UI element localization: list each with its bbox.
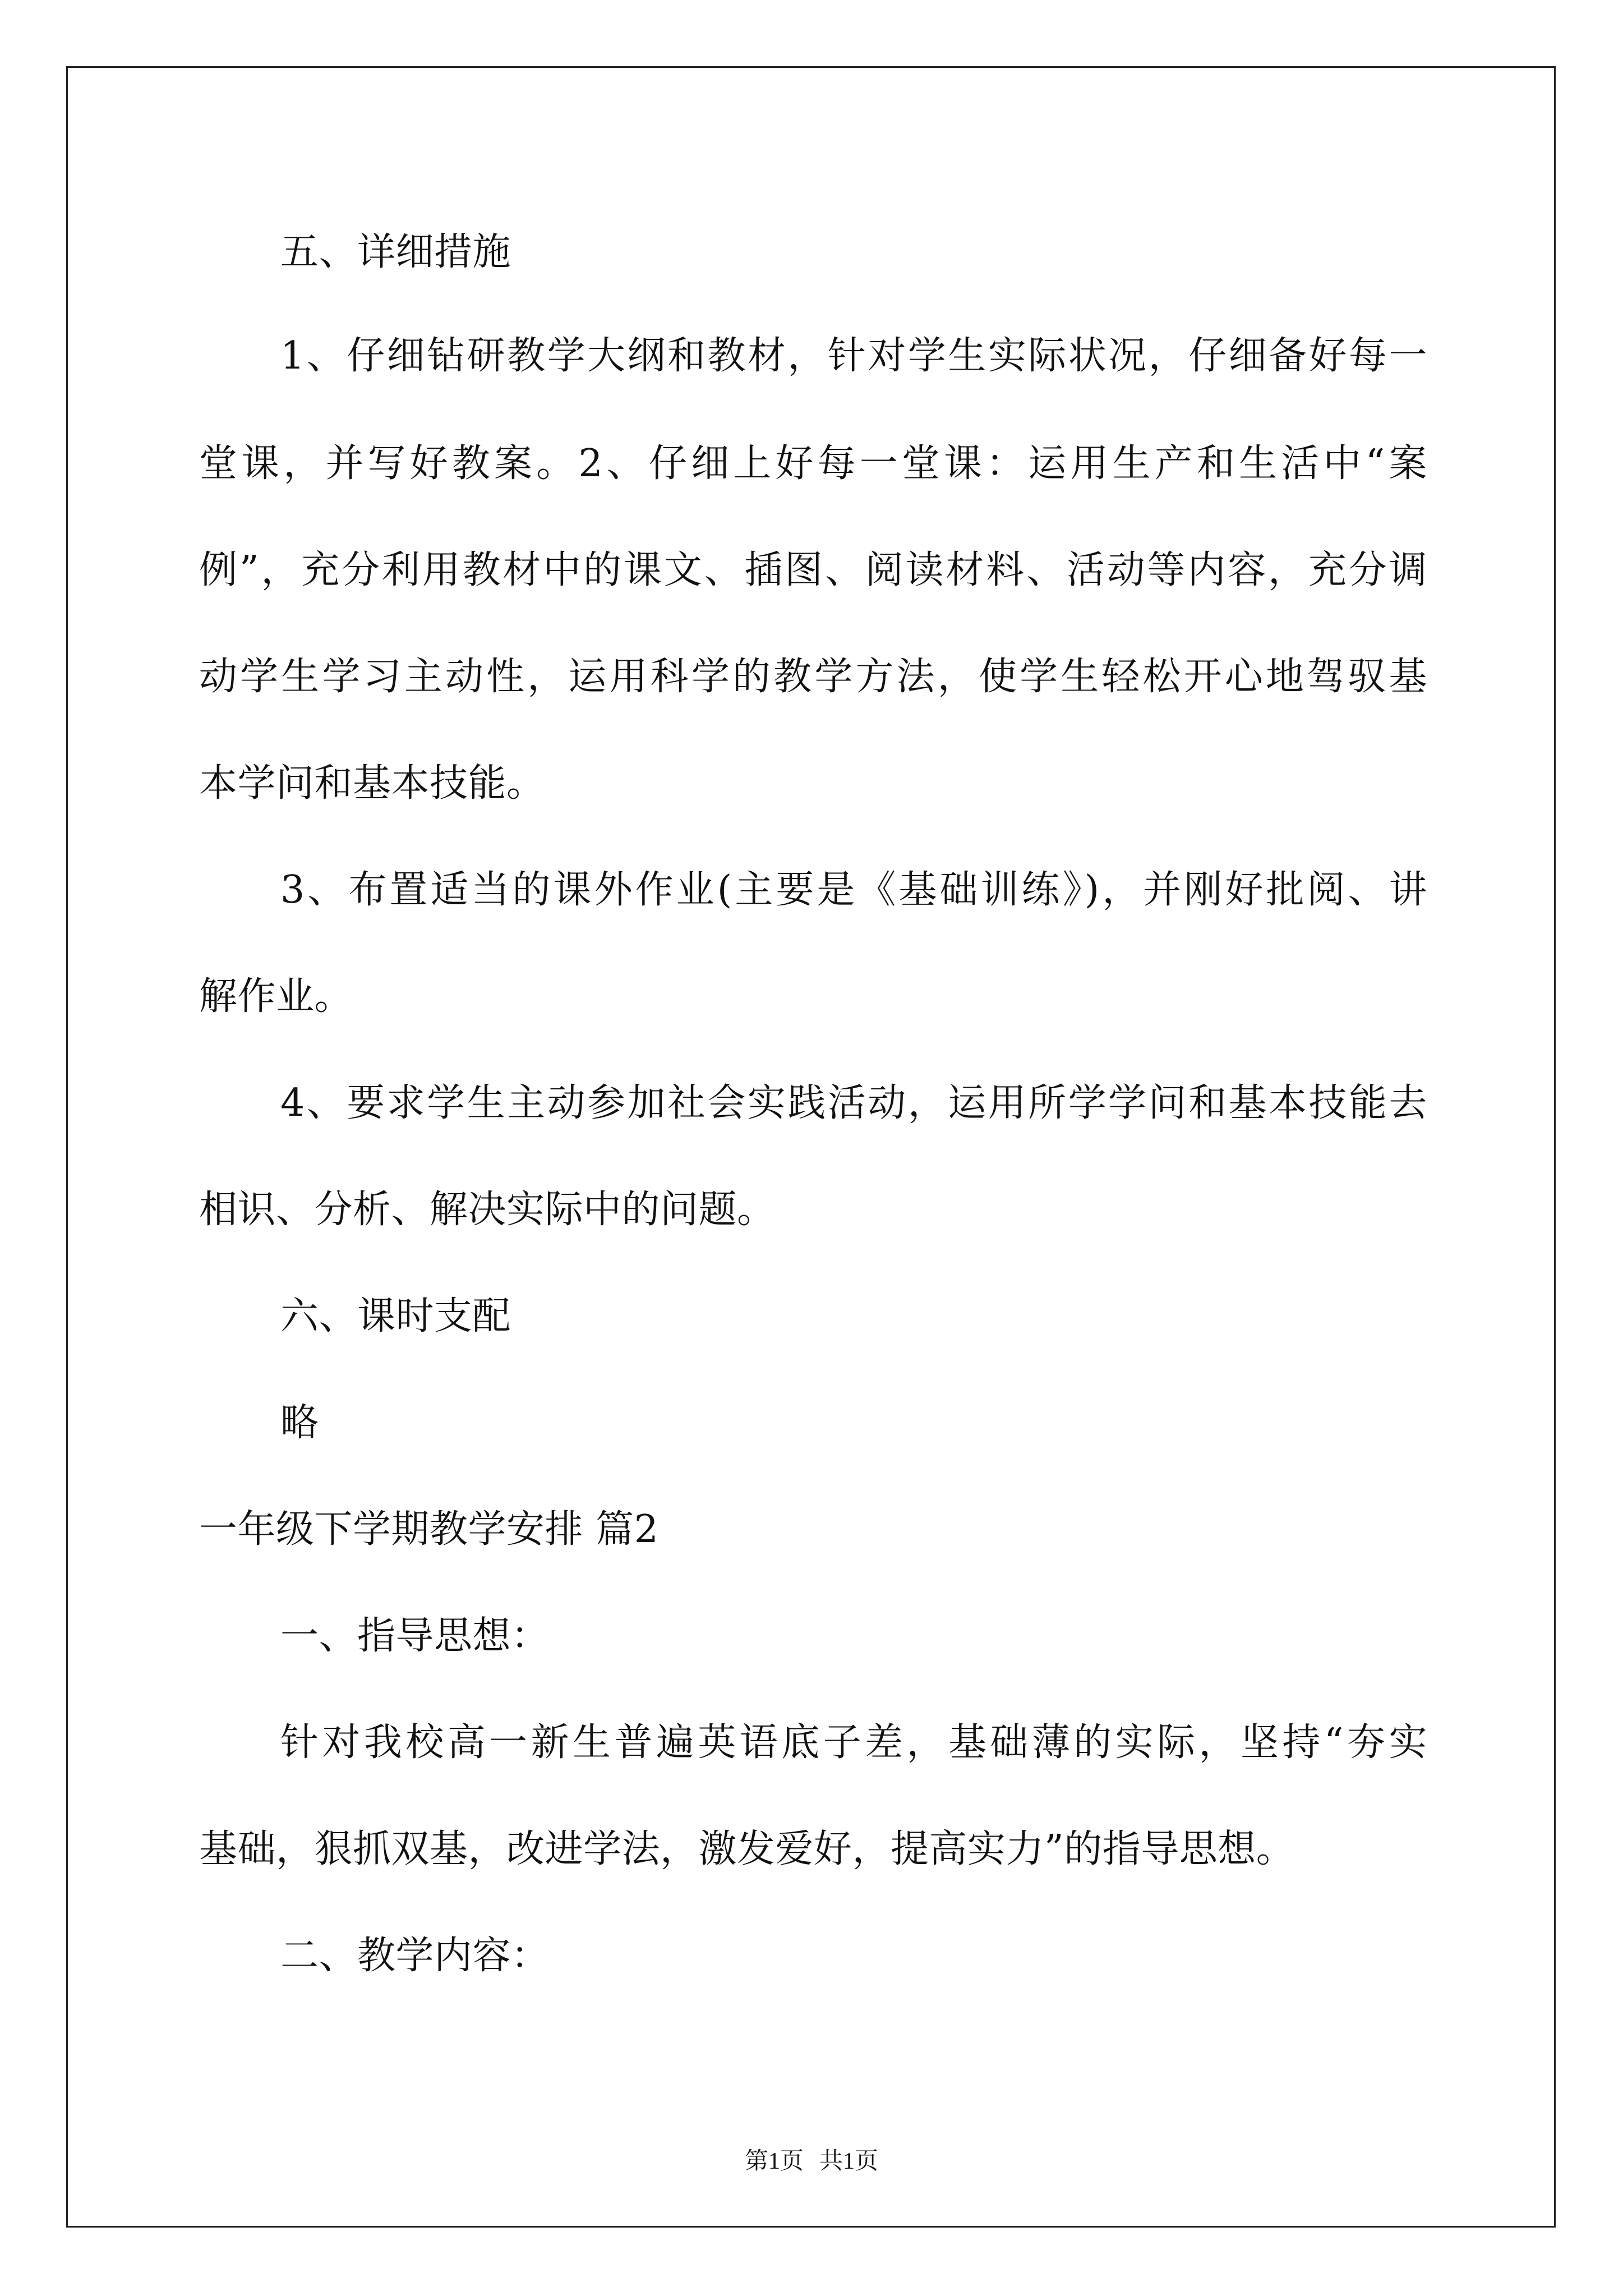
paragraph-line: 相识、分析、解决实际中的问题。 xyxy=(199,1188,776,1232)
section-heading-schedule: 六、课时支配 xyxy=(280,1294,511,1338)
paragraph-line: 针对我校高一新生普遍英语底子差，基础薄的实际，坚持“夯实 xyxy=(280,1720,1427,1765)
paragraph-line: 1、仔细钻研教学大纲和教材，针对学生实际状况，仔细备好每一 xyxy=(280,334,1427,378)
section-heading-guiding-thought: 一、指导思想： xyxy=(280,1614,550,1658)
page-footer xyxy=(0,2146,1623,2177)
paragraph-line: 3、布置适当的课外作业(主要是《基础训练》)，并刚好批阅、讲 xyxy=(280,868,1427,912)
paragraph-line: 略 xyxy=(280,1401,319,1445)
paragraph-line: 4、要求学生主动参加社会实践活动，运用所学学问和基本技能去 xyxy=(280,1081,1427,1125)
paragraph-line: 动学生学习主动性，运用科学的教学方法，使学生轻松开心地驾驭基 xyxy=(199,655,1427,699)
section-heading-teaching-content: 二、教学内容： xyxy=(280,1934,550,1978)
document-title-part-2: 一年级下学期教学安排 篇2 xyxy=(199,1507,659,1552)
section-heading-measures: 五、详细措施 xyxy=(280,230,511,274)
paragraph-line: 基础，狠抓双基，改进学法，激发爱好，提高实力”的指导思想。 xyxy=(199,1827,1295,1871)
paragraph-line: 本学问和基本技能。 xyxy=(199,761,545,806)
paragraph-line: 堂课，并写好教案。2、仔细上好每一堂课：运用生产和生活中“案 xyxy=(199,441,1427,486)
paragraph-line: 例”，充分利用教材中的课文、插图、阅读材料、活动等内容，充分调 xyxy=(199,548,1427,592)
page-number-current: 第1页 xyxy=(744,2148,804,2174)
paragraph-line: 解作业。 xyxy=(199,974,353,1019)
page-number-total: 共1页 xyxy=(819,2148,879,2174)
page-border xyxy=(66,66,1556,2228)
